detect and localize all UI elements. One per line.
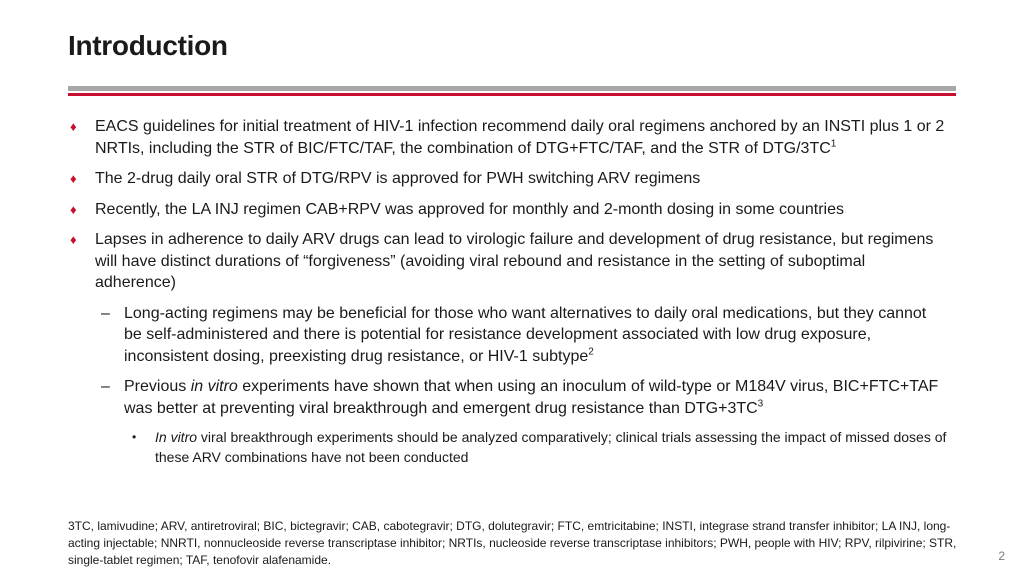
sub-sub-bullet-italic: In vitro bbox=[155, 429, 198, 445]
sub-bullet-text: Long-acting regimens may be beneficial for those who want alternatives to daily oral medications, but they cannot be self-administered and there is potential for resistance development associated with low drug exposure, inconsistent dosing, preexisting drug resistance, or HIV-1 subtype bbox=[124, 304, 927, 365]
title-rule-gray bbox=[68, 86, 956, 91]
reference-superscript: 1 bbox=[830, 138, 837, 150]
diamond-bullet-icon: ♦ bbox=[70, 171, 77, 186]
bullet-text: The 2-drug daily oral STR of DTG/RPV is approved for PWH switching ARV regimens bbox=[95, 170, 701, 187]
bullet-dtg-rpv bbox=[68, 168, 948, 190]
reference-superscript: 3 bbox=[757, 398, 764, 410]
abbreviations-footnote: 3TC, lamivudine; ARV, antiretroviral; BIC, bictegravir; CAB, cabotegravir; DTG, dolutegravir; FTC, emtricitabine; INSTI, integrase strand transfer inhibitor; LA INJ, long-acting injectable; NNRTI, nonnucleoside reverse transcriptase inhibitor; NRTIs, nucleoside reverse transcriptase inhibitors; PWH, people with HIV; RPV, rilpivirine; STR, single-tablet regimen; TAF, tenofovir alafenamide. bbox=[68, 519, 957, 567]
bullet-text: Lapses in adherence to daily ARV drugs can lead to virologic failure and development of drug resistance, but regimens will have distinct durations of “forgiveness” (avoiding viral rebound and resistance in the setting of suboptimal adherence) bbox=[95, 231, 934, 291]
sub-bullet-in-vitro bbox=[68, 376, 948, 419]
diamond-bullet-icon: ♦ bbox=[70, 201, 77, 217]
sub-sub-bullet-breakthrough bbox=[68, 428, 948, 467]
bullet-la-inj bbox=[68, 199, 948, 221]
diamond-bullet-icon: ♦ bbox=[70, 232, 77, 247]
bullet-adherence-lapses bbox=[68, 229, 948, 294]
dash-bullet-icon: – bbox=[101, 378, 110, 395]
page-number: 2 bbox=[998, 549, 1005, 563]
reference-superscript: 2 bbox=[588, 346, 594, 358]
bullet-text: Recently, the LA INJ regimen CAB+RPV was approved for monthly and 2-month dosing in some countries bbox=[95, 200, 844, 218]
bullet-eacs-guidelines bbox=[68, 116, 948, 159]
sub-bullet-prefix: Previous bbox=[124, 378, 191, 395]
sub-bullet-long-acting bbox=[68, 303, 948, 368]
dot-bullet-icon: • bbox=[132, 430, 137, 444]
diamond-bullet-icon: ♦ bbox=[70, 119, 77, 134]
title-rule-red bbox=[68, 93, 956, 96]
slide-content bbox=[68, 116, 948, 467]
sub-bullet-italic: in vitro bbox=[190, 378, 238, 395]
dash-bullet-icon: – bbox=[101, 304, 110, 322]
sub-bullet-text: experiments have shown that when using an inoculum of wild-type or M184V virus, BIC+FTC+TAF was better at preventing viral breakthrough and emergent drug resistance than DTG+3TC bbox=[124, 378, 939, 417]
bullet-text: EACS guidelines for initial treatment of HIV-1 infection recommend daily oral regimens anchored by an INSTI plus 1 or 2 NRTIs, including the STR of BIC/FTC/TAF, the combination of DTG+FTC/TAF, and the STR of DTG/3TC bbox=[95, 118, 945, 157]
sub-sub-bullet-text: viral breakthrough experiments should be analyzed comparatively; clinical trials assessing the impact of missed doses of these ARV combinations have not been conducted bbox=[155, 429, 947, 465]
slide-title: Introduction bbox=[68, 30, 228, 61]
